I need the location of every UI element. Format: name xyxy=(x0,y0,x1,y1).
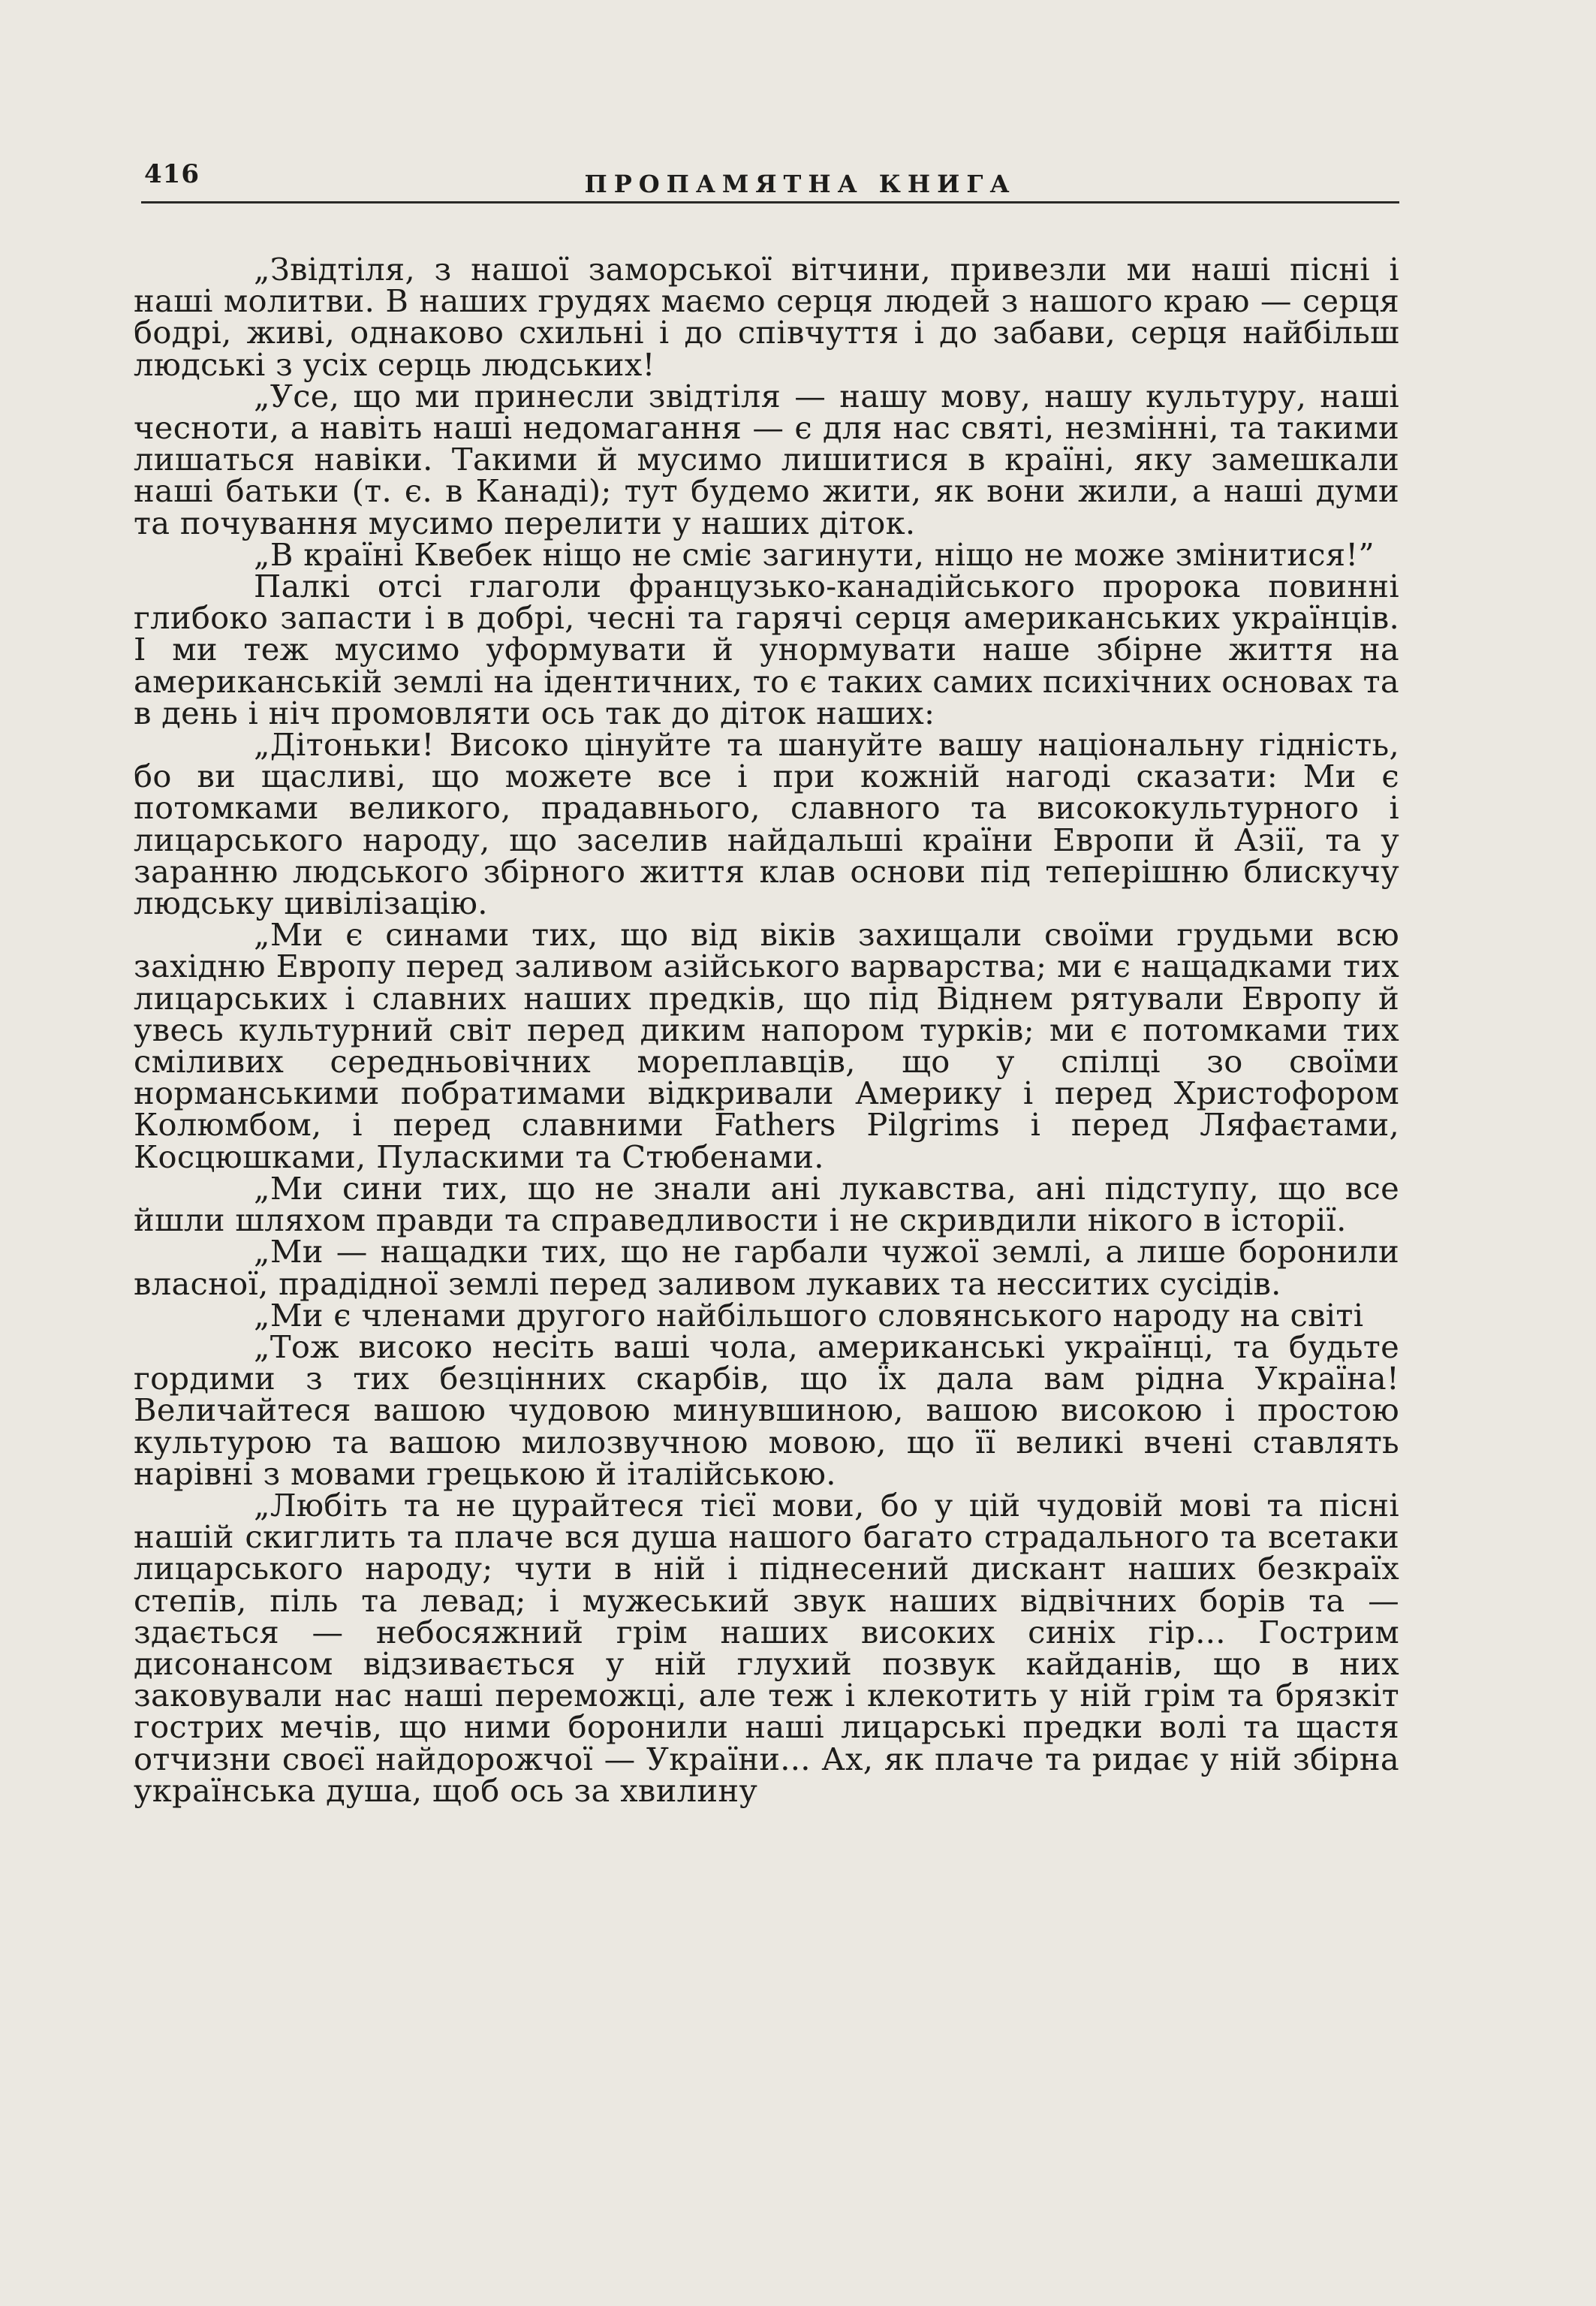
paragraph: „Усе, що ми принесли звідтіля — нашу мову, нашу культуру, наші чесноти, а навіть наші недомагання — є для нас святі, незмінні, та такими лишаться навіки. Такими й мусимо лишитися в країні, яку замешкали наші батьки (т. є. в Канаді); тут будемо жити, як вони жили, а наші думи та почування мусимо перелити у наших діток. xyxy=(134,377,1399,541)
paragraph: „Любіть та не цурайтеся тієї мови, бо у цій чудовій мові та пісні нашій скиглить та плаче вся душа нашого багато страдального та всетаки лицарського народу; чути в ній і піднесений дискант наших безкраїх степів, піль та левад; і мужеський звук наших відвічних борів та — здається — небосяжний грім наших високих синіх гір... Гострим дисонансом відзивається у ній глухий позвук кайданів, що в них заковували нас наші переможці, але теж і клекотить у ній грім та брязкіт гострих мечів, що ними боронили наші лицарські предки волі та щастя отчизни своєї найдорожчої — України... Ах, як плаче та ридає у ній збірна українська душа, щоб ось за хвилину xyxy=(134,1486,1399,1809)
paragraph: „Ми — нащадки тих, що не гарбали чужої землі, а лише боронили власної, прадідної землі перед заливом лукавих та несситих сусідів. xyxy=(134,1233,1399,1302)
paragraph: „Ми є членами другого найбільшого словянського народу на світі xyxy=(254,1296,1364,1334)
paragraph: „Тож високо несіть ваші чола, американські українці, та будьте гордими з тих безцінних скарбів, що їх дала вам рідна Україна! Величайтеся вашою чудовою минувшиною, вашою високою і простою культурою та вашою милозвучною мовою, що її великі вчені ставлять нарівні з мовами грецькою й італійською. xyxy=(134,1328,1399,1492)
page-number: 416 xyxy=(144,159,200,189)
running-title: ПРОПАМЯТНА КНИГА xyxy=(584,170,1016,198)
page-header xyxy=(143,156,1398,203)
paragraph: „Дітоньки! Високо цінуйте та шануйте вашу національну гідність, бо ви щасливі, що можете все і при кожній нагоді сказати: Ми є потомками великого, прадавнього, славного та висококультурного і лицарського народу, що заселив найдальші країни Европи й Азії, та у заранню людського збірного життя клав основи під теперішню блискучу людську цивілізацію. xyxy=(134,726,1399,922)
paragraph: „Ми є синами тих, що від віків захищали своїми грудьми всю західню Европу перед заливом азійського варварства; ми є нащадками тих лицарських і славних наших предків, що під Віднем рятували Европу й увесь культурний світ перед диким напором турків; ми є потомками тих сміливих середньовічних мореплавців, що у спілці зо своїми норманськими побратимами відкривали Америку і перед Христофором Колюмбом, і перед славними Fathers Pilgrims і перед Ляфаєтами, Косцюшками, Пуласкими та Стюбенами. xyxy=(134,916,1399,1175)
paragraph: „Ми сини тих, що не знали ані лукавства, ані підступу, що все йшли шляхом правди та справедливости і не скривдили нікого в історії. xyxy=(134,1169,1399,1239)
paragraph: Палкі отсі глаголи французько-канадійського пророка повинні глибоко запасти і в добрі, чесні та гарячі серця американських українців. І ми теж мусимо уформувати й унормувати наше збірне життя на американській землі на ідентичних, то є таких самих психічних основах та в день і ніч промовляти ось так до діток наших: xyxy=(134,568,1399,731)
header-rule xyxy=(141,201,1399,203)
paragraph: „Звідтіля, з нашої заморської вітчини, привезли ми наші пісні і наші молитви. В наших грудях маємо серця людей з нашого краю — серця бодрі, живі, однаково схильні і до співчуття і до забави, серця найбільш людські з усіх серць людських! xyxy=(134,251,1399,383)
paragraph: „В країні Квебек ніщо не сміє загинути, ніщо не може змінитися!” xyxy=(254,535,1375,573)
body-text xyxy=(134,251,1399,1809)
